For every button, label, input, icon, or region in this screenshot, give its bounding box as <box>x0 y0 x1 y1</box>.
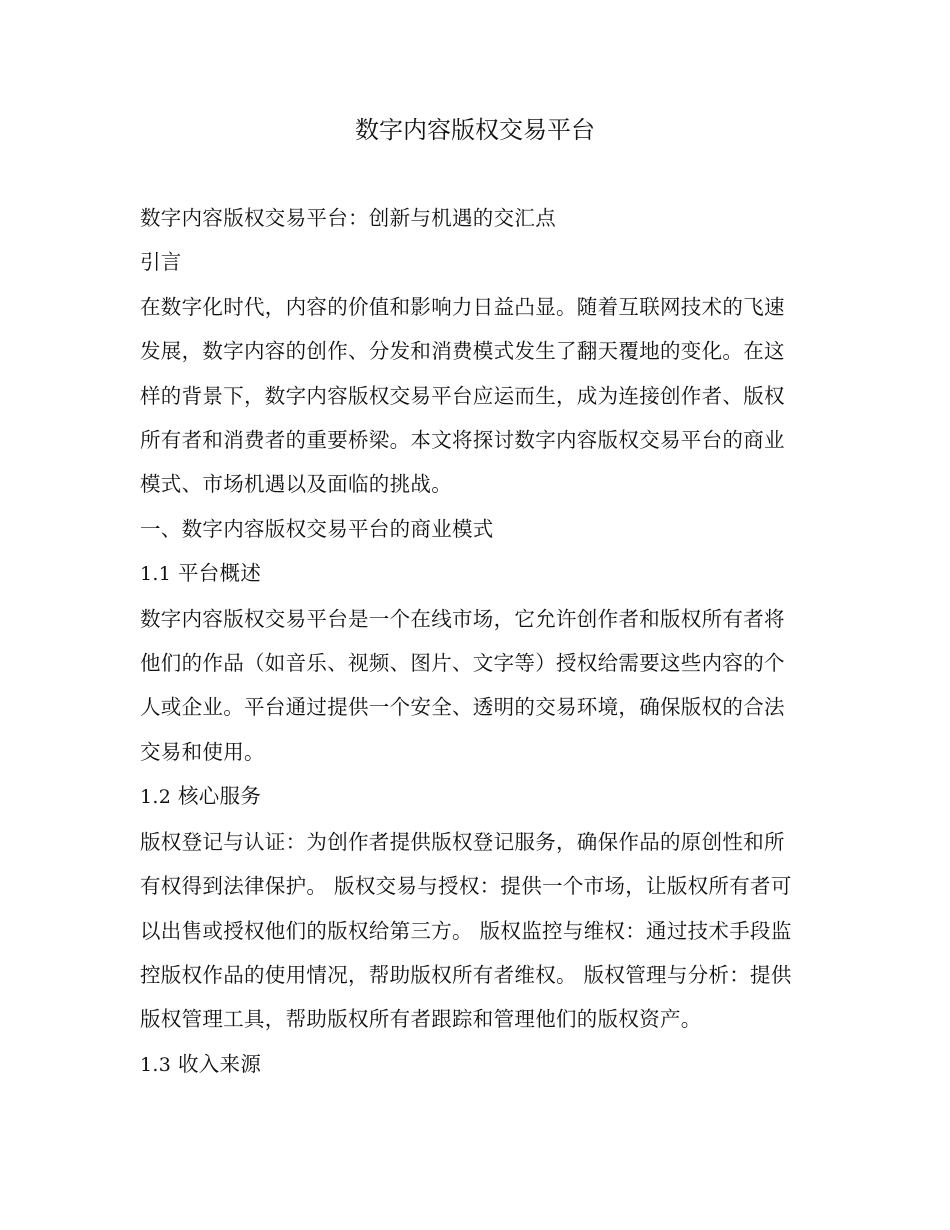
document-body <box>140 196 800 1087</box>
section-1-2-number: 1.2 <box>140 786 172 809</box>
section-1-2-label: 核心服务 <box>177 784 262 809</box>
intro-heading: 引言 <box>140 250 182 275</box>
section-1-heading: 一、数字内容版权交易平台的商业模式 <box>140 516 494 541</box>
section-1-3-heading <box>140 1042 800 1087</box>
section-1-1-number: 1.1 <box>140 563 172 586</box>
intro-paragraph: 在数字化时代，内容的价值和影响力日益凸显。随着互联网技术的飞速发展，数字内容的创作、分发和消费模式发生了翻天覆地的变化。在这样的背景下，数字内容版权交易平台应运而生，成为连接创作者、版权所有者和消费者的重要桥梁。本文将探讨数字内容版权交易平台的商业模式、市场机遇以及面临的挑战。 <box>140 294 785 497</box>
section-1-1-label: 平台概述 <box>177 561 262 586</box>
section-1-2-heading <box>140 774 800 819</box>
section-1-2-paragraph: 版权登记与认证：为创作者提供版权登记服务，确保作品的原创性和所有权得到法律保护。 版权交易与授权：提供一个市场，让版权所有者可以出售或授权他们的版权给第三方。 版权监控与维权：通过技术手段监控版权作品的使用情况，帮助版权所有者维权。 版权管理与分析：提供版权管理工具，帮助版权所有者跟踪和管理他们的版权资产。 <box>140 829 792 1032</box>
document-title: 数字内容版权交易平台 <box>355 116 595 144</box>
section-1-3-label: 收入来源 <box>177 1051 262 1076</box>
section-1-3-number: 1.3 <box>140 1053 172 1076</box>
section-1-1-paragraph: 数字内容版权交易平台是一个在线市场，它允许创作者和版权所有者将他们的作品（如音乐、视频、图片、文字等）授权给需要这些内容的个人或企业。平台通过提供一个安全、透明的交易环境，确保版权的合法交易和使用。 <box>140 606 785 764</box>
document-subtitle: 数字内容版权交易平台：创新与机遇的交汇点 <box>140 206 556 230</box>
section-1-1-heading <box>140 551 800 596</box>
